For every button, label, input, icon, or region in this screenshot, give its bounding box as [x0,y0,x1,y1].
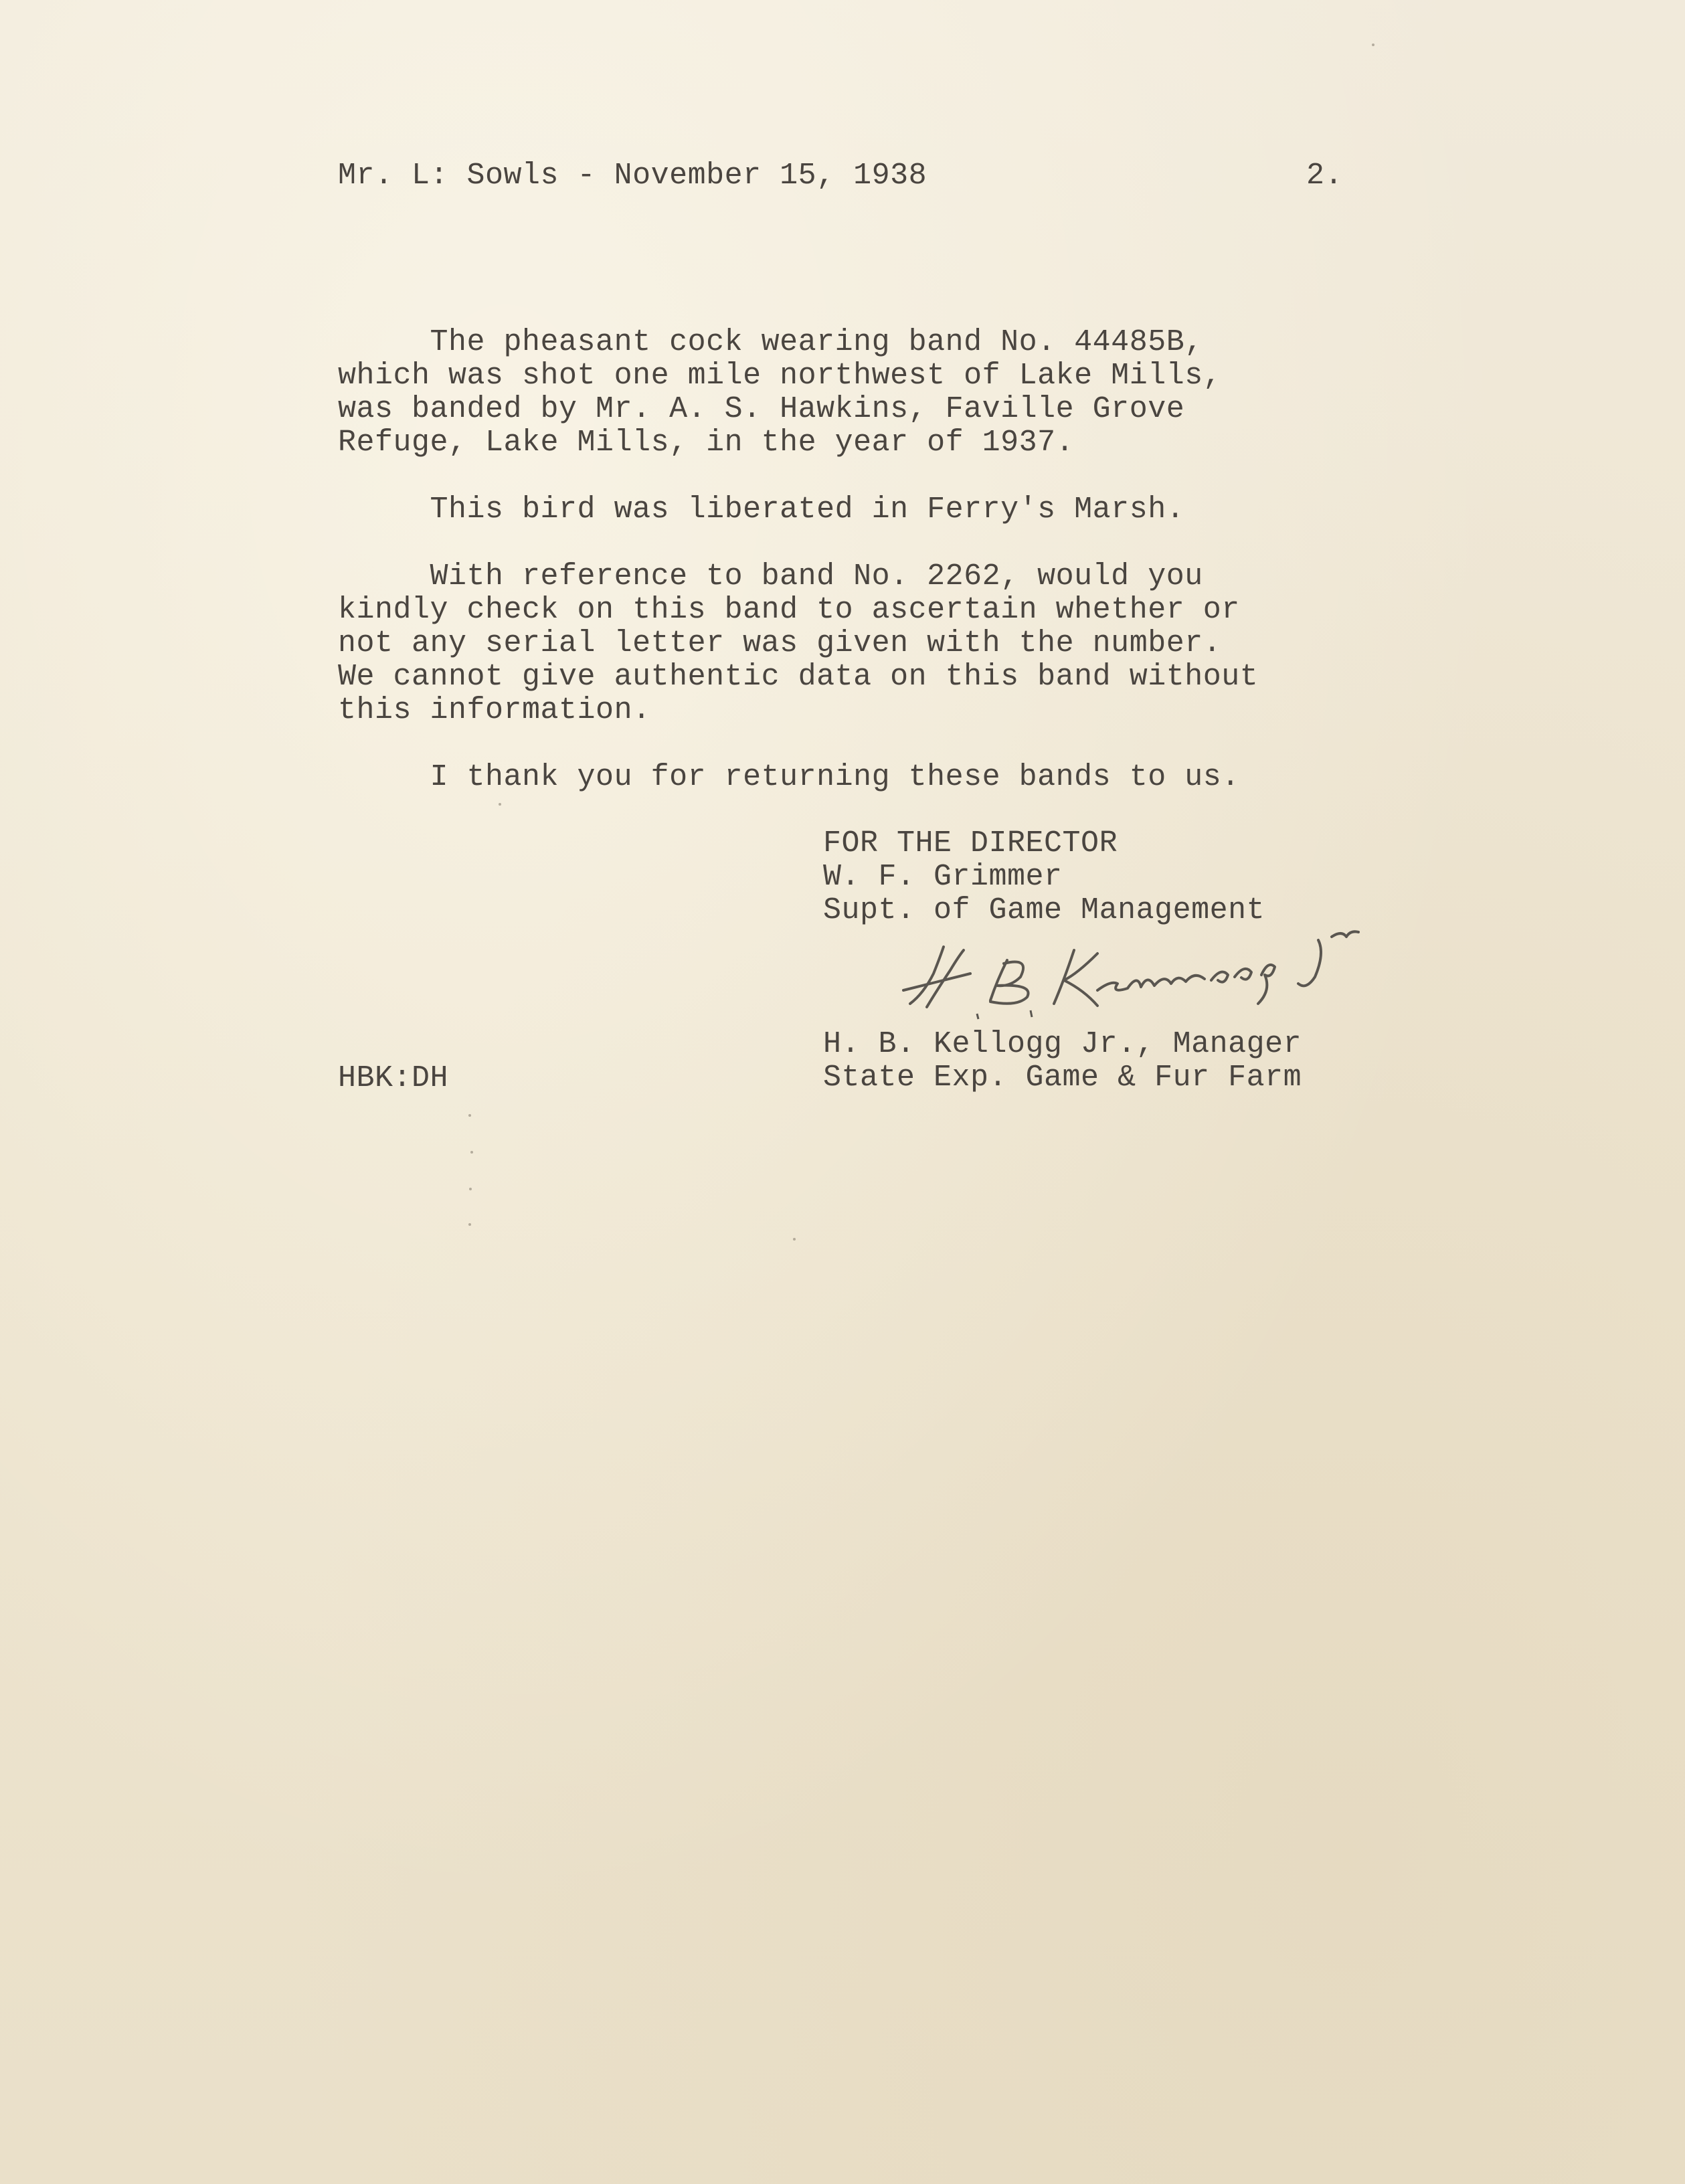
paper-speck [470,1151,473,1154]
paper-speck [793,1238,796,1241]
reference-initials: HBK:DH [338,1061,449,1095]
closing-block [823,827,1265,927]
paragraph-line: which was shot one mile northwest of Lake Mills, [338,359,1222,393]
paper-speck [468,1114,471,1117]
header-recipient-date: Mr. L: Sowls - November 15, 1938 [338,159,927,193]
paragraph-thanks: I thank you for returning these bands to us. [338,760,1240,794]
paper-speck [1372,43,1374,46]
paragraph-line: not any serial letter was given with the number. [338,626,1222,660]
paper-speck [469,1188,472,1190]
signer-line: State Exp. Game & Fur Farm [823,1061,1302,1095]
paragraph-liberated: This bird was liberated in Ferry's Marsh. [338,492,1185,527]
paragraph-band-44485b [338,326,1221,460]
closing-line: W. F. Grimmer [823,860,1063,894]
signer-line: H. B. Kellogg Jr., Manager [823,1027,1302,1061]
paragraph-line: The pheasant cock wearing band No. 44485B, [338,325,1203,359]
paragraph-line: this information. [338,693,651,727]
handwritten-signature [897,927,1365,1020]
paragraph-line: We cannot give authentic data on this band without [338,660,1259,694]
closing-line: Supt. of Game Management [823,893,1265,927]
paragraph-line: With reference to band No. 2262, would you [338,559,1203,594]
paper-speck [468,1223,471,1226]
paragraph-line: was banded by Mr. A. S. Hawkins, Faville Grove [338,392,1185,426]
signer-block [823,1028,1302,1095]
paragraph-line: Refuge, Lake Mills, in the year of 1937. [338,426,1075,460]
page-number: 2. [1306,159,1344,193]
paper-speck [499,803,501,806]
paragraph-line: kindly check on this band to ascertain whether or [338,593,1240,627]
paragraph-band-2262 [338,560,1258,727]
closing-line: FOR THE DIRECTOR [823,826,1118,860]
